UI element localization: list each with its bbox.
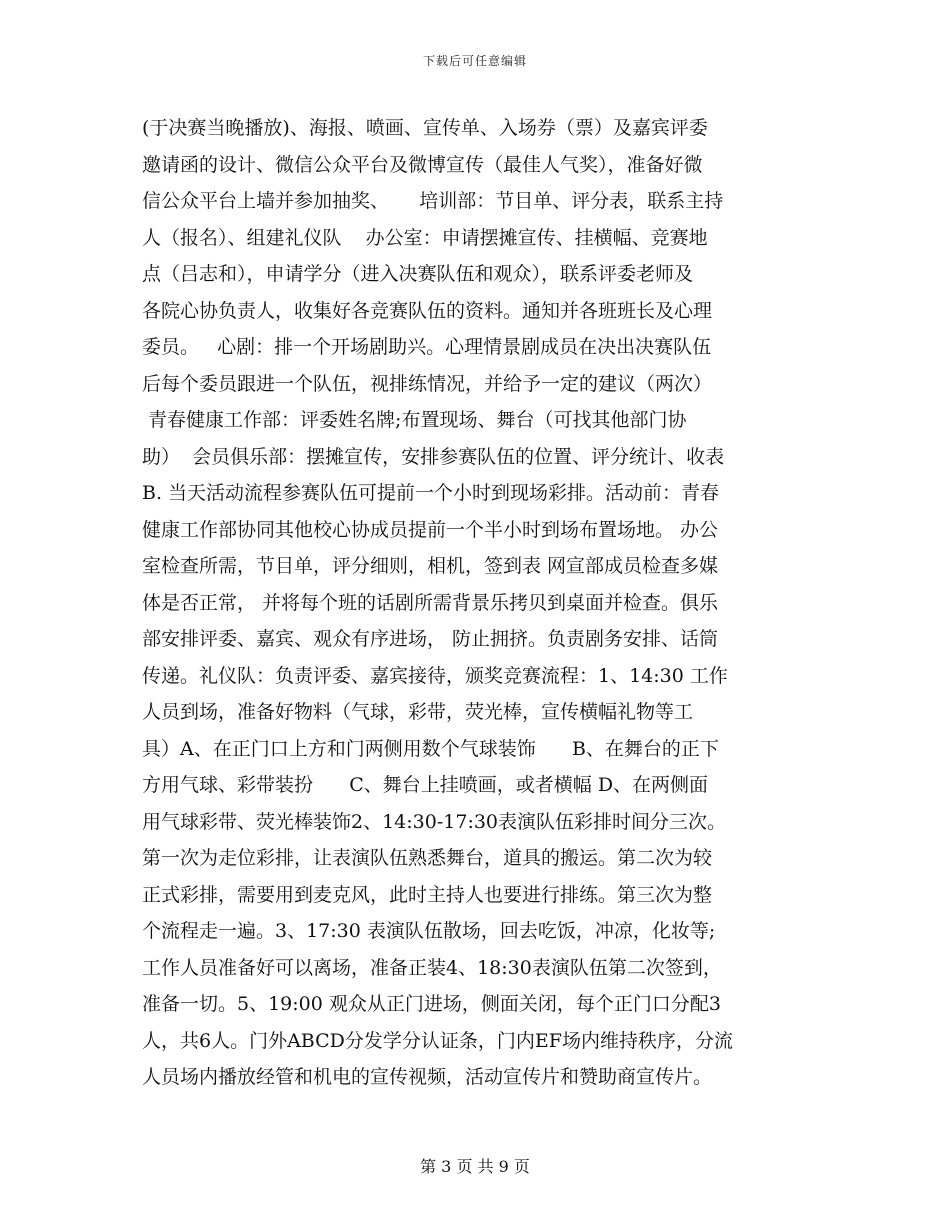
body-line: 人员场内播放经管和机电的宣传视频，活动宣传片和赞助商宣传片。: [142, 1066, 713, 1088]
body-line: 用气球彩带、荧光棒装饰2、14:30-17:30表演队伍彩排时间分三次。: [142, 810, 727, 833]
body-line: 室检查所需，节目单，评分细则，相机，签到表 网宣部成员检查多媒: [142, 555, 719, 577]
body-line: 健康工作部协同其他校心协成员提前一个半小时到场布置场地。 办公: [142, 518, 719, 541]
body-line: 点（吕志和），申请学分（进入决赛队伍和观众），联系评委老师及: [142, 263, 694, 285]
body-line: 后每个委员跟进一个队伍，视排练情况，并给予一定的建议（两次）: [142, 372, 713, 395]
body-line: 邀请函的设计、微信公众平台及微博宣传（最佳人气奖），准备好微: [142, 153, 703, 176]
body-line: 助） 会员俱乐部：摆摊宣传，安排参赛队伍的位置、评分统计、收表: [142, 445, 725, 468]
body-line: 青春健康工作部：评委姓名牌;布置现场、舞台（可找其他部门协: [142, 409, 687, 431]
body-line: 正式彩排，需要用到麦克风，此时主持人也要进行排练。第三次为整: [142, 883, 713, 906]
body-line: B. 当天活动流程参赛队伍可提前一个小时到现场彩排。活动前：青春: [142, 482, 720, 504]
body-line: 人（报名）、组建礼仪队 办公室：申请摆摊宣传、挂横幅、竞赛地: [142, 226, 708, 249]
body-line: 工作人员准备好可以离场，准备正装4、18:30表演队伍第二次签到，: [142, 956, 722, 979]
body-line: 具）A、在正门口上方和门两侧用数个气球装饰 B、在舞台的正下: [142, 737, 719, 760]
body-line: 体是否正常， 并将每个班的话剧所需背景乐拷贝到桌面并检查。俱乐: [142, 591, 719, 614]
body-line: 委员。 心剧：排一个开场剧助兴。心理情景剧成员在决出决赛队伍: [142, 336, 712, 358]
page-footer: 第 3 页 共 9 页: [420, 1157, 530, 1176]
body-line: 部安排评委、嘉宾、观众有序进场， 防止拥挤。负责剧务安排、话筒: [142, 628, 719, 650]
body-line: 第一次为走位彩排，让表演队伍熟悉舞台，道具的搬运。第二次为较: [142, 847, 713, 869]
document-body: [142, 110, 812, 1096]
body-line: 传递。礼仪队：负责评委、嘉宾接待，颁奖竞赛流程：1、14:30 工作: [142, 664, 728, 687]
body-line: 准备一切。5、19:00 观众从正门进场，侧面关闭，每个正门口分配3: [142, 993, 721, 1015]
body-line: 人员到场，准备好物料（气球，彩带，荧光棒，宣传横幅礼物等工: [142, 701, 694, 723]
page-header: 下载后可任意编辑: [422, 54, 527, 68]
body-line: 各院心协负责人，收集好各竞赛队伍的资料。通知并各班班长及心理: [142, 299, 713, 322]
body-line: (于决赛当晚播放)、海报、喷画、宣传单、入场券（票）及嘉宾评委: [142, 117, 708, 139]
body-line: 人，共6人。门外ABCD分发学分认证条，门内EF场内维持秩序，分流: [142, 1029, 733, 1052]
body-line: 信公众平台上墙并参加抽奖、 培训部：节目单、评分表，联系主持: [142, 190, 724, 212]
body-line: 方用气球、彩带装扮 C、舞台上挂喷画，或者横幅 D、在两侧面: [142, 774, 709, 796]
body-line: 个流程走一遍。3、17:30 表演队伍散场，回去吃饭，冲凉，化妆等;: [142, 920, 716, 942]
